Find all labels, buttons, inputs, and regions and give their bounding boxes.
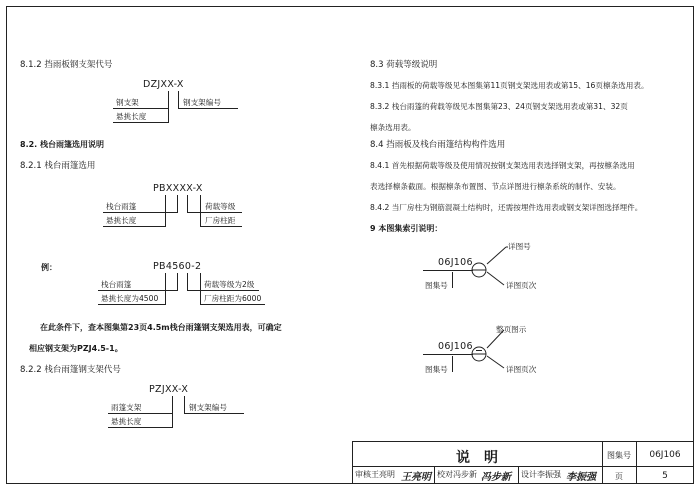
page-label: 页	[615, 472, 623, 481]
label-number: 钢支架编号	[189, 403, 227, 412]
leader	[187, 273, 188, 290]
label-load: 荷载等级	[205, 202, 236, 211]
leader	[187, 212, 242, 213]
label-canopy: 栈台雨篷	[101, 280, 132, 289]
label-overhang: 悬挑长度	[111, 417, 142, 426]
label-span: 厂房柱距为6000	[204, 294, 262, 303]
heading-8-4: 8.4 挡雨板及栈台雨篷结构构件选用	[370, 140, 506, 150]
label-overhang: 悬挑长度为4500	[101, 294, 159, 303]
para-8-3-1: 8.3.1 挡雨板的荷载等级见本图集第11页钢支架选用表或第15、16页檩条选用表。	[370, 81, 649, 90]
leader	[168, 91, 169, 122]
check-label: 校对冯步新	[437, 470, 477, 479]
example-prefix: 例：	[41, 263, 57, 272]
leader	[108, 427, 173, 428]
leader	[103, 212, 178, 213]
title-block-divider	[518, 466, 519, 484]
code-dzj: DZJXX-X	[143, 79, 184, 90]
code-pbxxxx: PBXXXX-X	[153, 183, 203, 194]
design-signature: 李振强	[566, 472, 596, 483]
para-8-4-2: 8.4.2 当厂房柱为钢筋混凝土结构时，还需按埋件选用表或钢支架详图选择埋件。	[370, 203, 643, 212]
leader	[113, 122, 169, 123]
heading-8-2-2: 8.2.2 栈台雨篷钢支架代号	[20, 365, 121, 375]
heading-8-2: 8.2. 栈台雨篷选用说明	[20, 140, 104, 149]
page-value: 5	[662, 471, 668, 481]
review-signature: 王亮明	[401, 472, 431, 483]
leader	[177, 195, 178, 212]
leader	[184, 396, 185, 413]
title-block-divider	[434, 466, 435, 484]
para-8-3-2: 8.3.2 栈台雨篷的荷载等级见本图集第23、24页钢支架选用表或第31、32页	[370, 102, 628, 111]
leader	[200, 195, 201, 226]
example-line-2: 相应钢支架为PZJ4.5-1。	[29, 344, 123, 353]
leader	[98, 290, 178, 291]
heading-9: 9 本图集索引说明：	[370, 224, 443, 233]
index-2-page: 详图页次	[506, 365, 537, 374]
code-pzj: PZJXX-X	[149, 384, 189, 395]
leader	[200, 273, 201, 304]
index-1-atlas-no: 图集号	[425, 281, 448, 290]
leader	[178, 108, 238, 109]
leader	[452, 272, 453, 288]
label-canopy: 栈台雨篷	[106, 202, 137, 211]
leader	[178, 91, 179, 108]
leader	[165, 195, 166, 226]
leader	[108, 413, 173, 414]
label-overhang: 悬挑长度	[106, 216, 137, 225]
leader	[98, 304, 166, 305]
label-overhang: 悬挑长度	[116, 112, 147, 121]
example-line-1: 在此条件下，查本图集第23页4.5m栈台雨篷钢支架选用表，可确定	[40, 323, 282, 332]
para-8-4-1-cont: 表选择檩条截面。根据檩条布置图、节点详图进行檩条系统的制作、安装。	[370, 182, 621, 191]
leader	[200, 226, 242, 227]
index-2-whole-page: 整页图示	[496, 325, 527, 334]
leader	[172, 396, 173, 427]
index-1-code: 06J106	[438, 257, 473, 268]
atlas-no-label: 图集号	[607, 451, 631, 460]
leader	[187, 195, 188, 212]
code-pb4560: PB4560-2	[153, 261, 202, 272]
atlas-no-value: 06J106	[649, 450, 681, 460]
label-canopy-support: 雨篷支架	[111, 403, 142, 412]
check-signature: 冯步新	[481, 472, 511, 483]
leader	[103, 226, 166, 227]
para-8-3-2-cont: 檩条选用表。	[370, 123, 416, 132]
index-1-line	[423, 270, 473, 271]
leader	[452, 356, 453, 372]
para-8-4-1: 8.4.1 首先根据荷载等级及使用情况按钢支架选用表选择钢支架，再按檩条选用	[370, 161, 635, 170]
label-load: 荷载等级为2级	[204, 280, 255, 289]
index-2-code: 06J106	[438, 341, 473, 352]
leader	[177, 273, 178, 290]
label-support: 钢支架	[116, 98, 139, 107]
label-span: 厂房柱距	[205, 216, 236, 225]
index-2-line	[423, 354, 473, 355]
label-number: 钢支架编号	[183, 98, 221, 107]
index-1-detail-no: 详图号	[508, 242, 531, 251]
design-label: 设计李振强	[521, 470, 561, 479]
heading-8-3: 8.3 荷载等级说明	[370, 60, 438, 70]
heading-8-2-1: 8.2.1 栈台雨篷选用	[20, 161, 96, 171]
index-2-atlas-no: 图集号	[425, 365, 448, 374]
index-1-page: 详图页次	[506, 281, 537, 290]
heading-8-1-2: 8.1.2 挡雨板钢支架代号	[20, 60, 113, 70]
leader	[187, 290, 259, 291]
sheet-title: 说 明	[456, 450, 498, 466]
review-label: 审核王亮明	[355, 470, 395, 479]
leader	[184, 413, 244, 414]
leader	[165, 273, 166, 304]
leader	[113, 108, 169, 109]
leader	[200, 304, 265, 305]
